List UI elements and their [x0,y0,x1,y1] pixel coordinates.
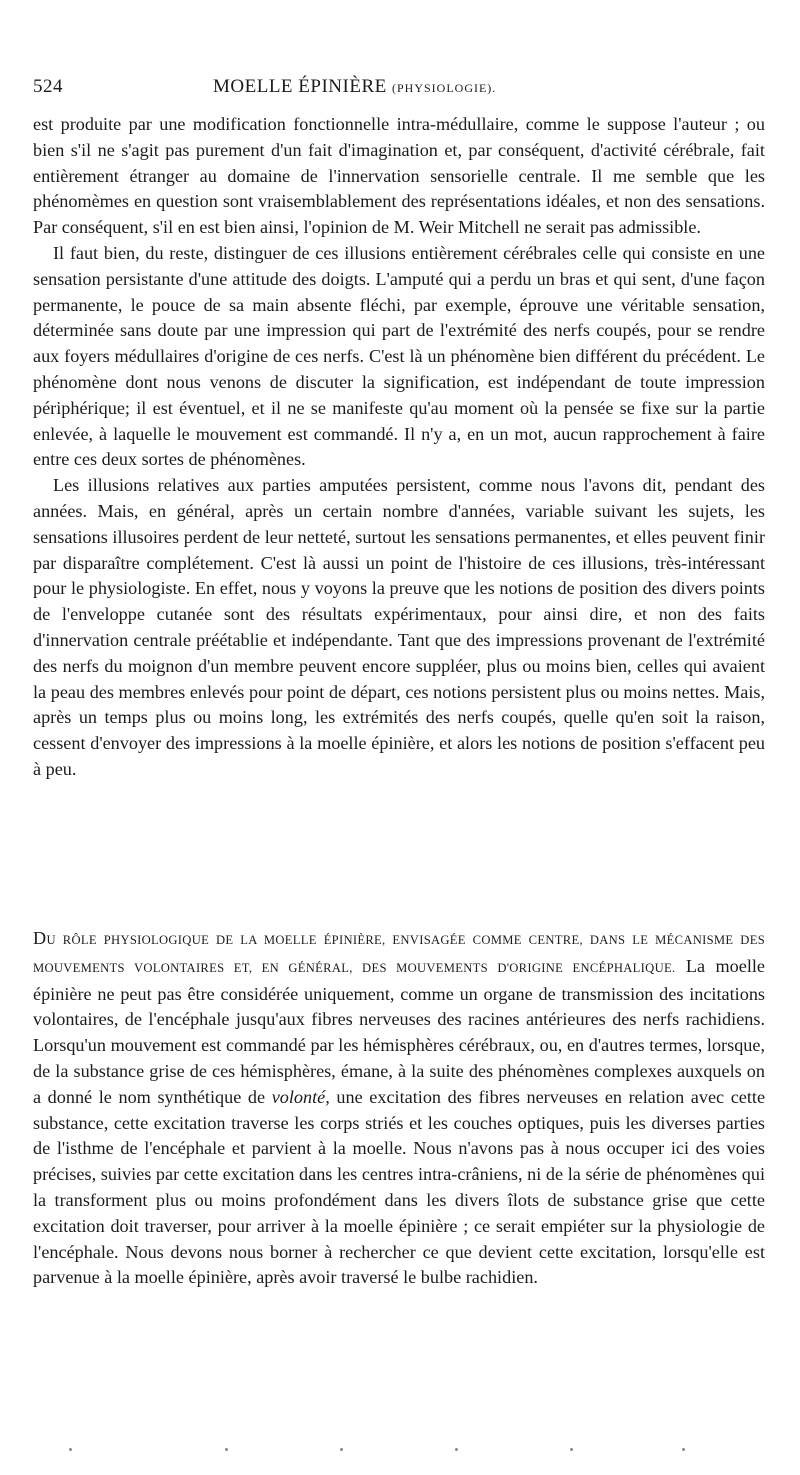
footer-dot [340,1448,343,1451]
footer-dot [682,1448,685,1451]
main-text [33,112,765,783]
section-italic-term: volonté, [271,1086,330,1107]
footer-dot [225,1448,228,1451]
section-heading-rest: U RÔLE PHYSIOLOGIQUE DE LA MOELLE ÉPINIÈRE, ENVISAGÉE COMME CENTRE, DANS LE MÉCANISME DES MOUVEMENTS VOLONTAIRES ET, EN GÉNÉRAL, DES MOUVEMENTS D'ORIGINE ENCÉPHALIQUE. [33,933,765,975]
running-title-main: MOELLE ÉPINIÈRE [213,76,387,97]
section-role-physiologique [33,926,765,1291]
paragraph: Il faut bien, du reste, distinguer de ces illusions entièrement cérébrales celle qui consiste en une sensation persistante d'une attitude des doigts. L'amputé qui a perdu un bras et qui sent, d'une façon permanente, le pouce de sa main absente fléchi, par exemple, éprouve une véritable sensation, déterminée sans doute par une impression qui part de l'extrémité des nerfs coupés, pour se rendre aux foyers médullaires d'origine de ces nerfs. C'est là un phénomène bien différent du précédent. Le phénomène dont nous venons de discuter la signification, est indépendant de toute impression périphérique; il est éventuel, et il ne se manifeste qu'au moment où la pensée se fixe sur la partie enlevée, à laquelle le mouvement est commandé. Il n'y a, en un mot, aucun rapprochement à faire entre ces deux sortes de phénomènes. [33,242,765,470]
running-title-sub: (PHYSIOLOGIE). [391,81,497,95]
footer-dot [570,1448,573,1451]
footer-dot [69,1448,72,1451]
section-paragraph [33,926,765,1291]
page-footer-dots [0,1448,800,1458]
running-header [33,68,733,102]
paragraph: Les illusions relatives aux parties amputées persistent, comme nous l'avons dit, pendant des années. Mais, en général, après un certain nombre d'années, variable suivant les sujets, les sensations illusoires perdent de leur netteté, surtout les sensations permanentes, et elles peuvent finir par disparaître complétement. C'est là aussi un point de l'histoire de ces illusions, très-intéressant pour le physiologiste. En effet, nous y voyons la preuve que les notions de position des divers points de l'enveloppe cutanée sont des résultats expérimentaux, pour ainsi dire, et non des faits d'innervation centrale préétablie et indépendante. Tant que des impressions provenant de l'extrémité des nerfs du moignon d'un membre peuvent encore suppléer, plus ou moins bien, celles qui avaient la peau des membres enlevés pour point de départ, ces notions persistent plus ou moins nettes. Mais, après un temps plus ou moins long, les extrémités des nerfs coupés, quelle qu'en soit la raison, cessent d'envoyer des impressions à la moelle épinière, et alors les notions de position s'effacent peu à peu. [33,475,765,779]
running-title [213,76,496,98]
page-number: 524 [33,76,63,97]
section-text-part-1: La moelle épinière ne peut pas être considérée uniquement, comme un organe de transmission des incitations volontaires, de l'encéphale jusqu'aux fibres nerveuses des racines antérieures des nerfs rachidiens. Lorsqu'un mouvement est commandé par les hémisphères cérébraux, ou, en d'autres termes, lorsque, de la substance grise de ces hémisphères, émane, à la suite des phénomènes complexes auxquels on a donné le nom synthétique de [33,955,766,1107]
footer-dot [455,1448,458,1451]
section-heading-initial: D [33,928,47,948]
section-heading [33,928,765,975]
section-text-part-2: une excitation des fibres nerveuses en relation avec cette substance, cette excitation traverse les corps striés et les couches optiques, puis les diverses parties de l'isthme de l'encéphale et parvient à la moelle. Nous n'avons pas à nous occuper ici des voies précises, suivies par cette excitation dans les centres intra-crâniens, ni de la série de phénomènes qui la transforment plus ou moins profondément dans les divers îlots de substance grise que cette excitation doit traverser, pour arriver à la moelle épinière ; ce serait empiéter sur la physiologie de l'encéphale. Nous devons nous borner à rechercher ce que devient cette excitation, lorsqu'elle est parvenue à la moelle épinière, après avoir traversé le bulbe rachidien. [33,1086,766,1288]
paragraph-continued: est produite par une modification fonctionnelle intra-médullaire, comme le suppose l'auteur ; ou bien s'il ne s'agit pas purement d'un fait d'imagination et, par conséquent, d'activité cérébrale, fait entièrement étranger au domaine de l'innervation sensorielle centrale. Il me semble que les phénomèmes en question sont vraisemblablement des représentations idéales, et non des sensations. Par conséquent, s'il en est bien ainsi, l'opinion de M. Weir Mitchell ne serait pas admissible. [33,114,765,238]
